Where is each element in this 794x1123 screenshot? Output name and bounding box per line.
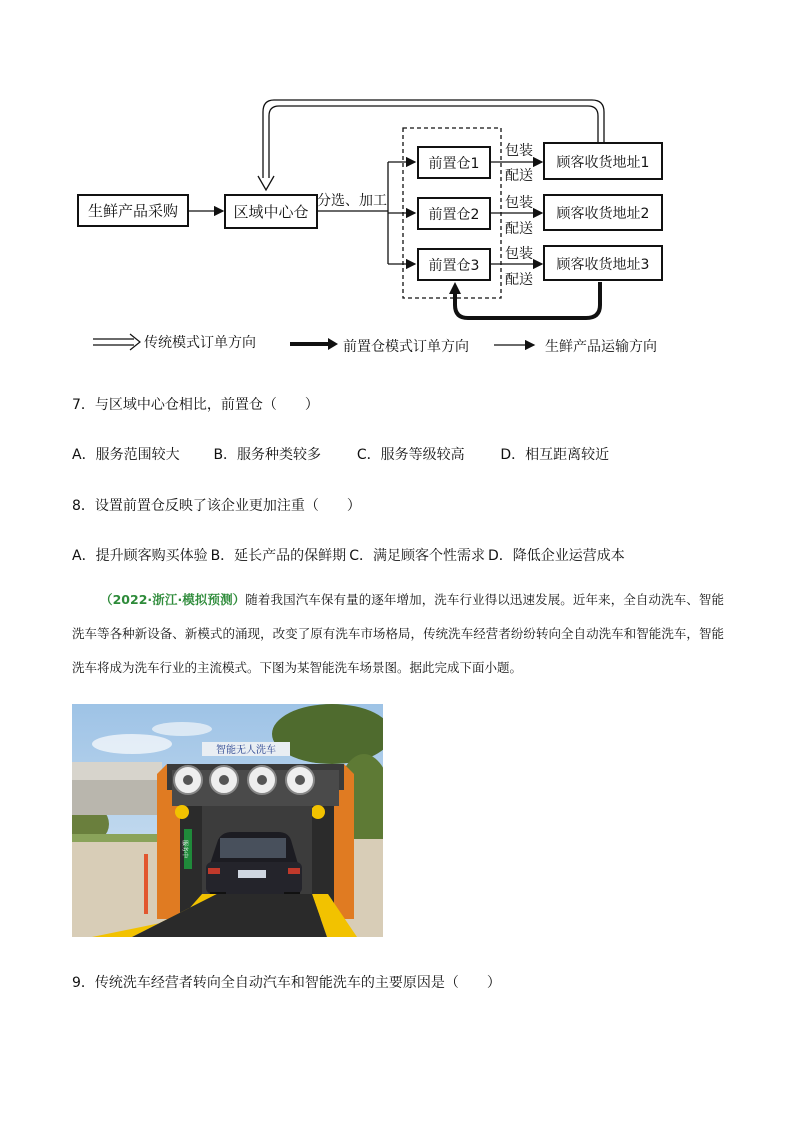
q7-option-d[interactable]: D．相互距离较近 [500, 447, 610, 463]
purchase-box-label: 生鲜产品采购 [87, 202, 179, 220]
deliver-label-3: 配送 [505, 272, 533, 288]
deliver-label-1: 配送 [505, 168, 533, 184]
question-8-options [72, 546, 625, 566]
center-warehouse-label: 区域中心仓 [233, 203, 309, 221]
passage-text: 随着我国汽车保有量的逐年增加，洗车行业得以迅速发展。近年来，全自动洗车、智能洗车等各种新设备、新模式的涌现，改变了原有洗车市场格局，传统洗车经营者纷纷转向全自动洗车和智能洗车，智能洗车将成为洗车行业的主流模式。下图为某智能洗车场景图。据此完成下面小题。 [72, 592, 724, 675]
passage-source: （2022·浙江·模拟预测） [100, 592, 246, 607]
front-warehouse-3-label: 前置仓3 [428, 258, 480, 274]
passage [72, 583, 724, 685]
pack-label-1: 包装 [505, 143, 533, 159]
pack-label-3: 包装 [505, 246, 533, 262]
question-9-stem: 9．传统洗车经营者转向全自动汽车和智能洗车的主要原因是（ ） [72, 975, 501, 991]
q7-option-b[interactable]: B．服务种类较多 [213, 447, 322, 463]
front-warehouse-1-label: 前置仓1 [428, 156, 480, 172]
customer-address-1-label: 顾客收货地址1 [556, 155, 650, 171]
q8-option-c[interactable]: C．满足顾客个性需求 [349, 548, 485, 564]
front-warehouse-2-label: 前置仓2 [428, 207, 480, 223]
deliver-label-2: 配送 [505, 221, 533, 237]
photo-sign-text: 智能无人洗车 [216, 745, 276, 756]
legend [93, 334, 657, 355]
photo-side-text: 服务中 [181, 839, 188, 859]
q8-option-a[interactable]: A．提升顾客购买体验 [72, 548, 208, 564]
customer-address-2-label: 顾客收货地址2 [556, 206, 650, 222]
q8-option-b[interactable]: B．延长产品的保鲜期 [210, 548, 347, 564]
legend-traditional-label: 传统模式订单方向 [144, 335, 256, 351]
legend-traditional-symbol [93, 334, 140, 350]
question-8-stem: 8．设置前置仓反映了该企业更加注重（ ） [72, 498, 361, 514]
process-label: 分选、加工 [317, 193, 387, 209]
supply-chain-diagram [0, 0, 794, 370]
question-7-options [72, 445, 609, 465]
q7-option-a[interactable]: A．服务范围较大 [72, 447, 180, 463]
legend-front-label: 前置仓模式订单方向 [343, 339, 469, 355]
question-7-stem: 7．与区域中心仓相比，前置仓（ ） [72, 397, 319, 413]
pack-label-2: 包装 [505, 195, 533, 211]
customer-address-3-label: 顾客收货地址3 [556, 257, 650, 273]
q7-option-c[interactable]: C．服务等级较高 [356, 447, 465, 463]
legend-transport-label: 生鲜产品运输方向 [545, 339, 657, 355]
smart-car-wash-photo [72, 704, 383, 937]
q8-option-d[interactable]: D．降低企业运营成本 [487, 548, 625, 564]
